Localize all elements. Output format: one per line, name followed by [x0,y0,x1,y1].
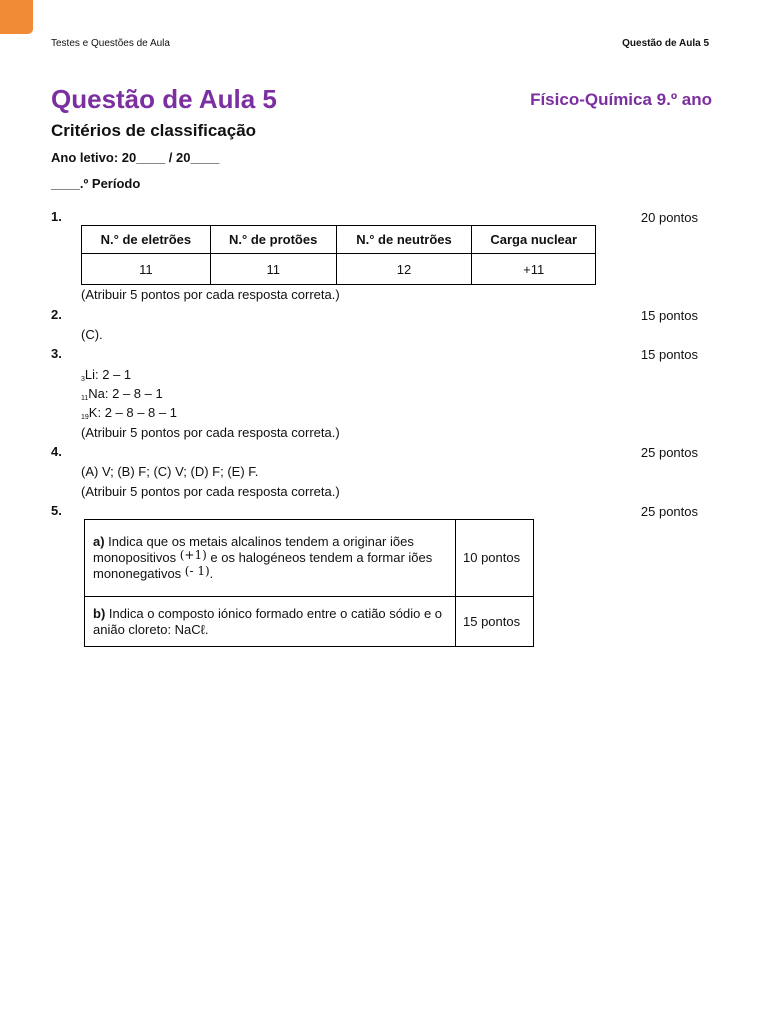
header-electrons: N.° de eletrões [82,226,211,254]
charge-negative: (- 1) [184,564,210,578]
header-left: Testes e Questões de Aula [51,38,170,49]
question-2-number: 2. [51,307,62,322]
criterion-b-points: 15 pontos [456,597,534,647]
criterion-label: a) [93,534,105,549]
header-neutrons: N.° de neutrões [336,226,472,254]
question-5-table [84,519,534,647]
question-4-number: 4. [51,444,62,459]
config-lithium [81,367,131,383]
config-text: Na: 2 – 8 – 1 [88,386,163,401]
question-3-points: 15 pontos [640,347,698,362]
criterion-b [85,597,456,647]
period-line: ____.º Período [51,176,141,191]
cell-neutrons: 12 [336,254,472,285]
criterion-text: . [204,621,209,637]
question-4-answer: (A) V; (B) F; (C) V; (D) F; (E) F. [81,464,259,479]
table-header-row [82,226,596,254]
cell-nuclear-charge: +11 [472,254,596,285]
criterion-label: b) [93,605,106,621]
table-row [85,520,534,597]
criterion-text: e os halogéneos tendem a formar iões mononegativos [93,550,433,581]
question-5-number: 5. [51,503,62,518]
criterion-text: Indica que os metais alcalinos tendem a originar iões monopositivos [93,534,414,565]
question-1-table [81,225,596,285]
criterion-text: . [209,566,214,581]
page-title: Questão de Aula 5 [51,84,277,114]
question-1-number: 1. [51,209,62,224]
table-row [82,254,596,285]
atomic-number: 19 [81,414,89,421]
page-subtitle: Critérios de classificação [51,121,257,140]
question-2-points: 15 pontos [640,308,698,323]
criterion-a [85,520,456,597]
subject-title: Físico-Química 9.º ano [530,90,712,109]
question-1-note: (Atribuir 5 pontos por cada resposta correta.) [81,287,340,302]
header-protons: N.° de protões [210,226,336,254]
atomic-number: 3 [81,376,85,383]
config-text: K: 2 – 8 – 8 – 1 [88,405,177,420]
cell-electrons: 11 [82,254,211,285]
question-4-points: 25 pontos [640,445,698,460]
table-row [85,597,534,647]
config-potassium [81,405,177,421]
chemical-formula: NaCℓ [174,621,205,637]
header-right: Questão de Aula 5 [622,38,709,49]
question-5-points: 25 pontos [640,504,698,519]
criterion-a-points: 10 pontos [456,520,534,597]
criterion-text: Indica o composto iónico formado entre o catião sódio e o anião cloreto: [93,605,443,637]
question-1-points: 20 pontos [640,210,698,225]
atomic-number: 11 [81,395,89,402]
corner-tab-decoration [0,0,33,34]
question-3-note: (Atribuir 5 pontos por cada resposta correta.) [81,425,340,440]
config-sodium [81,386,163,402]
school-year-line: Ano letivo: 20____ / 20____ [51,150,220,165]
header-nuclear-charge: Carga nuclear [472,226,596,254]
config-text: Li: 2 – 1 [84,367,132,382]
question-3-number: 3. [51,346,62,361]
cell-protons: 11 [210,254,336,285]
question-2-answer: (C). [81,327,103,342]
question-4-note: (Atribuir 5 pontos por cada resposta correta.) [81,484,340,499]
charge-positive: (+1) [179,548,207,562]
